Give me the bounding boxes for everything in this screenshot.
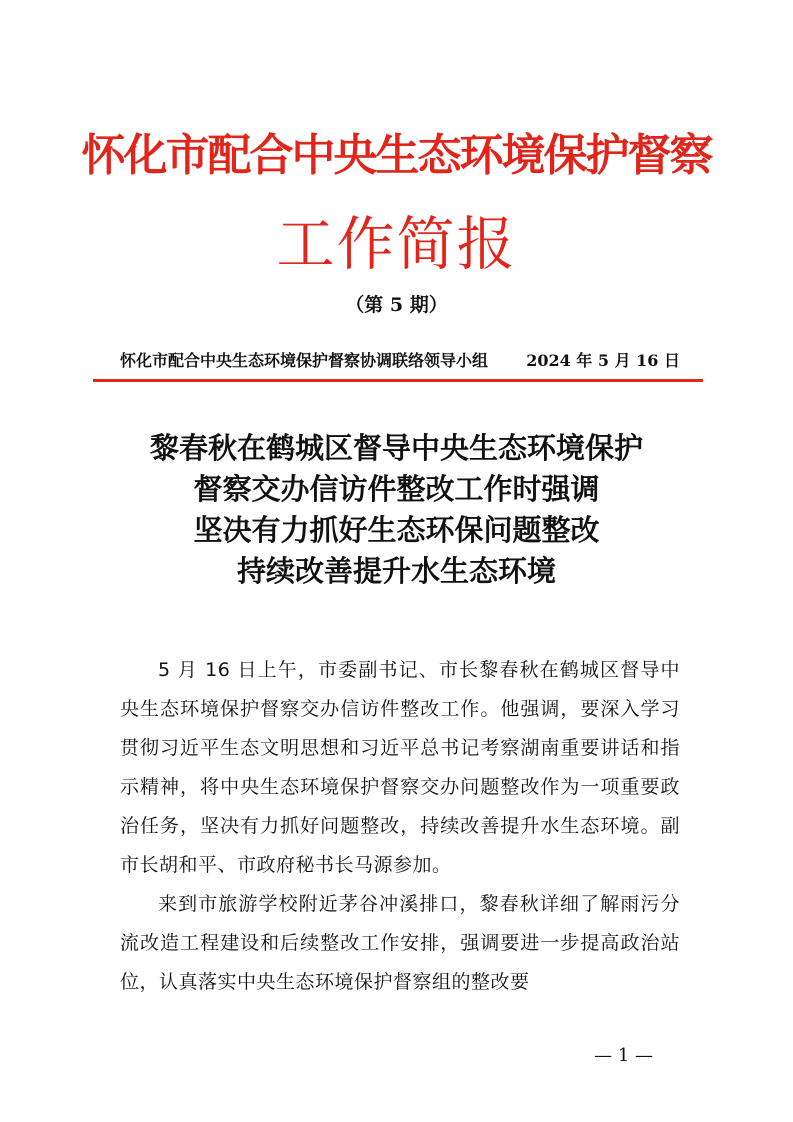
page-number: — 1 — <box>594 1045 653 1066</box>
headline-line: 督察交办信访件整改工作时强调 <box>193 472 600 506</box>
article-headline <box>0 428 793 592</box>
issue-number: （第 5 期） <box>345 294 448 316</box>
masthead-subtitle: 工作简报 <box>276 210 517 278</box>
headline-line: 持续改善提升水生态环境 <box>236 554 556 588</box>
body-paragraph: 来到市旅游学校附近茅谷冲溪排口，黎春秋详细了解雨污分流改造工程建设和后续整改工作安排，强调要进一步提高政治站位，认真落实中央生态环境保护督察组的整改要 <box>120 893 680 993</box>
masthead-title: 怀化市配合中央生态环境保护督察 <box>81 130 712 181</box>
body-paragraph: 5 月 16 日上午，市委副书记、市长黎春秋在鹤城区督导中央生态环境保护督察交办信访件整改工作。他强调，要深入学习贯彻习近平生态文明思想和习近平总书记考察湖南重要讲话和指示精神，将中央生态环境保护督察交办问题整改作为一项重要政治任务，坚决有力抓好问题整改，持续改善提升水生态环境。副市长胡和平、市政府秘书长马源参加。 <box>120 659 680 876</box>
issuer-row <box>120 348 680 371</box>
issue-date: 2024 年 5 月 16 日 <box>526 351 680 370</box>
headline-line: 黎春秋在鹤城区督导中央生态环境保护 <box>149 431 643 465</box>
headline-line: 坚决有力抓好生态环保问题整改 <box>193 513 600 547</box>
red-divider-rule <box>93 379 703 382</box>
article-body <box>120 651 680 1002</box>
issuer-org: 怀化市配合中央生态环境保护督察协调联络领导小组 <box>120 351 489 370</box>
